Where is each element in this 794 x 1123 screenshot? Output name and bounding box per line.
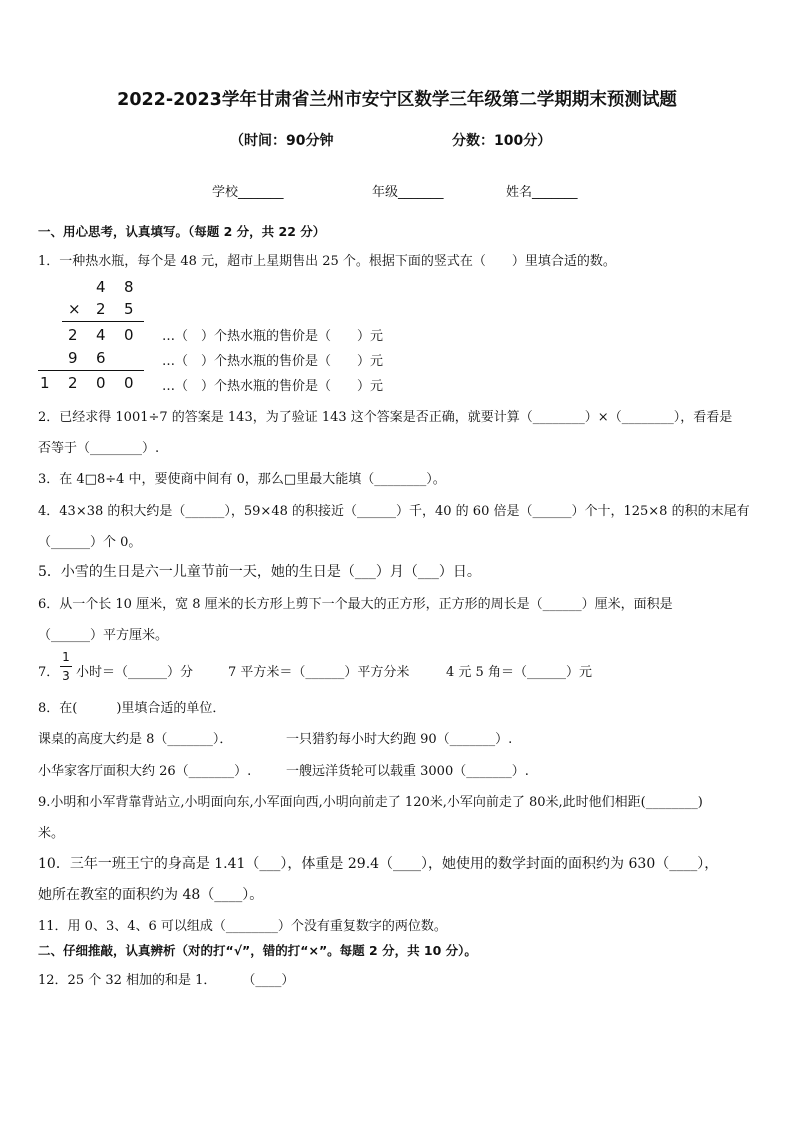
- grade-field: 年级_______: [372, 185, 444, 200]
- section1-heading: 一、用心思考，认真填写。（每题 2 分，共 22 分）: [38, 224, 326, 239]
- question-number: 7．: [38, 665, 60, 680]
- question-9-cont: 米。: [38, 826, 65, 841]
- digit: 5: [124, 300, 134, 318]
- question-10: 10．三年一班王宁的身高是 1.41（___），体重是 29.4（____），她使用的数学封面的面积约为 630（____），: [38, 856, 719, 872]
- question-11: 11．用 0、3、4、6 可以组成（________）个没有重复数字的两位数。: [38, 919, 447, 934]
- name-field: 姓名_______: [506, 185, 578, 200]
- question-6: 6．从一个长 10 厘米，宽 8 厘米的长方形上剪下一个最大的正方形，正方形的周长是（______）厘米，面积是: [38, 597, 673, 612]
- digit: 2: [68, 326, 78, 344]
- page-title: 2022-2023学年甘肃省兰州市安宁区数学三年级第二学期期末预测试题: [117, 90, 677, 110]
- vertical-note: …（ ）个热水瓶的售价是（ ）元: [162, 354, 384, 369]
- question-8: 8．在( )里填合适的单位．: [38, 701, 226, 716]
- vertical-note: …（ ）个热水瓶的售价是（ ）元: [162, 329, 384, 344]
- question-4-cont: （______）个 0。: [38, 535, 142, 550]
- divider-line: [38, 370, 144, 371]
- digit: 6: [96, 349, 106, 367]
- question-6-cont: （______）平方厘米。: [38, 628, 169, 643]
- divider-line: [62, 321, 144, 322]
- fraction-denominator: 3: [62, 669, 70, 683]
- question-1: 1．一种热水瓶，每个是 48 元，超市上星期售出 25 个。根据下面的竖式在（ ）里填合适的数。: [38, 254, 616, 269]
- question-8c: 小华家客厅面积大约 26（_______）.: [38, 764, 252, 779]
- vertical-note: …（ ）个热水瓶的售价是（ ）元: [162, 379, 384, 394]
- digit: 0: [96, 374, 106, 392]
- section2-heading: 二、仔细推敲，认真辨析（对的打“√”，错的打“×”。每题 2 分，共 10 分）。: [38, 943, 477, 958]
- exam-time: （时间：90分钟: [230, 133, 334, 149]
- question-8d: 一艘远洋货轮可以载重 3000（_______）.: [286, 764, 529, 779]
- question-8b: 一只猎豹每小时大约跑 90（_______）.: [286, 732, 513, 747]
- question-2: 2．已经求得 1001÷7 的答案是 143，为了验证 143 这个答案是否正确，就要计算（________）×（________），看看是: [38, 410, 733, 425]
- digit: 1: [40, 374, 50, 392]
- exam-score: 分数：100分）: [452, 133, 552, 149]
- question-12: 12．25 个 32 相加的和是 1． （____）: [38, 973, 295, 988]
- q7-part3: 4 元 5 角＝（______）元: [446, 665, 592, 680]
- digit: 4: [96, 326, 106, 344]
- question-5: 5．小雪的生日是六一儿童节前一天，她的生日是（___）月（___）日。: [38, 564, 481, 580]
- multiply-sign: ×: [68, 300, 81, 318]
- fraction-numerator: 1: [62, 650, 70, 664]
- fraction-bar: [60, 666, 72, 667]
- digit: 4: [96, 278, 106, 296]
- question-8a: 课桌的高度大约是 8（_______）．: [38, 732, 233, 747]
- digit: 8: [124, 278, 134, 296]
- question-2-cont: 否等于（________）.: [38, 441, 160, 456]
- question-10-cont: 她所在教室的面积约为 48（____）。: [38, 887, 264, 903]
- question-4: 4．43×38 的积大约是（______），59×48 的积接近（______）千，40 的 60 倍是（______）个十，125×8 的积的末尾有: [38, 504, 750, 519]
- digit: 0: [124, 326, 134, 344]
- digit: 9: [68, 349, 78, 367]
- digit: 2: [96, 300, 106, 318]
- digit: 0: [124, 374, 134, 392]
- school-field: 学校_______: [212, 185, 284, 200]
- question-9: 9.小明和小军背靠背站立,小明面向东,小军面向西,小明向前走了 120米,小军向前走了 80米,此时他们相距(________): [38, 795, 703, 810]
- digit: 2: [68, 374, 78, 392]
- question-3: 3．在 4□8÷4 中，要使商中间有 0，那么□里最大能填（________）。: [38, 472, 446, 487]
- q7-part2: 7 平方米＝（______）平方分米: [228, 665, 410, 680]
- q7-part1: 小时＝（______）分: [76, 665, 194, 680]
